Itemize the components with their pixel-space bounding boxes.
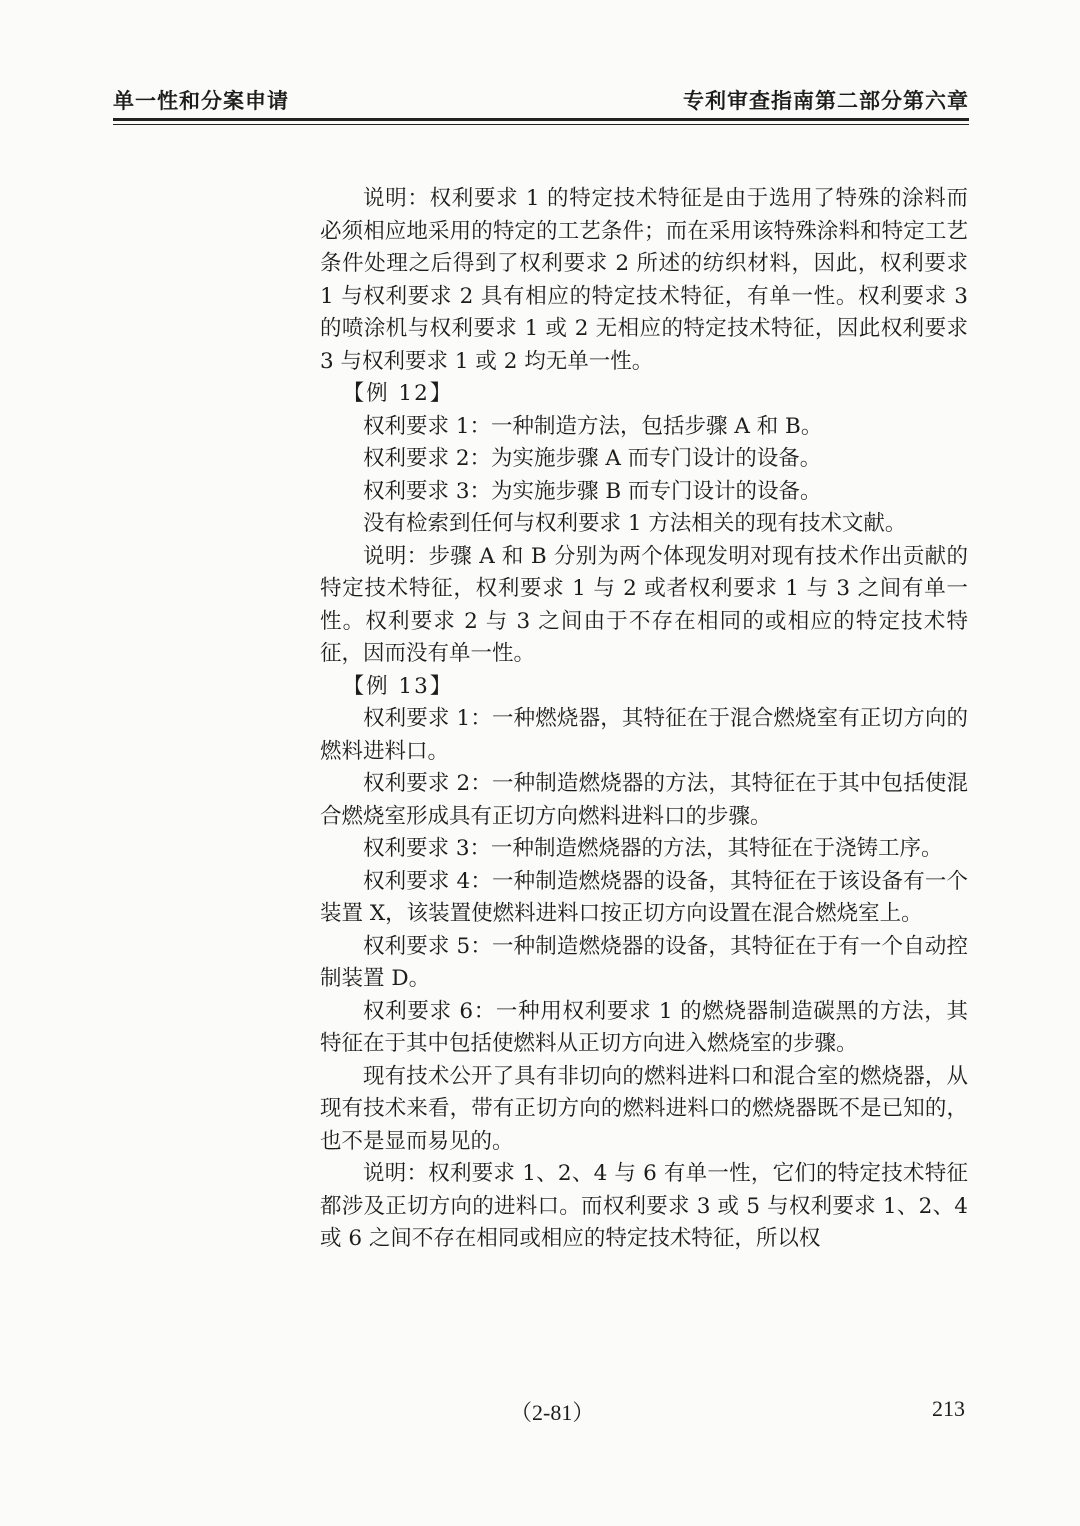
example-12-heading: 【例 12】 — [342, 381, 454, 406]
page-body — [320, 183, 968, 1256]
example-12-claim-1: 权利要求 1：一种制造方法，包括步骤 A 和 B。 — [363, 413, 823, 439]
example-13-claim-1: 权利要求 1：一种燃烧器，其特征在于混合燃烧室有正切方向的燃料进料口。 — [320, 706, 968, 764]
example-13-heading: 【例 13】 — [342, 673, 454, 699]
example-13-prior-art: 现有技术公开了具有非切向的燃料进料口和混合室的燃烧器，从现有技术来看，带有正切方向的燃料进料口的燃烧器既不是已知的，也不是显而易见的。 — [320, 1063, 968, 1154]
example-13-explanation: 说明：权利要求 1、2、4 与 6 有单一性，它们的特定技术特征都涉及正切方向的进料口。而权利要求 3 或 5 与权利要求 1、2、4 或 6 之间不存在相同或相应的特定技术特征，所以权 — [320, 1161, 968, 1251]
example-13-claim-5: 权利要求 5：一种制造燃烧器的设备，其特征在于有一个自动控制装置 D。 — [320, 933, 968, 991]
page-number: 213 — [932, 1396, 965, 1421]
example-12-explanation: 说明：步骤 A 和 B 分别为两个体现发明对现有技术作出贡献的特定技术特征，权利要求 1 与 2 或者权利要求 1 与 3 之间有单一性。权利要求 2 与 3 之间由于不存在相同的或相应的特定技术特征，因而没有单一性。 — [320, 543, 968, 666]
header-rule-thick — [113, 118, 969, 121]
running-header-section: 单一性和分案申请 — [113, 89, 289, 113]
example-12-prior-art: 没有检索到任何与权利要求 1 方法相关的现有技术文献。 — [363, 511, 907, 536]
paragraph-explanation-example11: 说明：权利要求 1 的特定技术特征是由于选用了特殊的涂料而必须相应地采用的特定的工艺条件；而在采用该特殊涂料和特定工艺条件处理之后得到了权利要求 2 所述的纺织材料，因此，权利要求 1 与权利要求 2 具有相应的特定技术特征，有单一性。权利要求 3 的喷涂机与权利要求 1 或 2 无相应的特定技术特征，因此权利要求 3 与权利要求 1 或 2 均无单一性。 — [320, 186, 968, 374]
example-13-claim-2: 权利要求 2：一种制造燃烧器的方法，其特征在于其中包括使混合燃烧室形成具有正切方向燃料进料口的步骤。 — [320, 771, 968, 829]
header-rule-thin — [113, 124, 969, 125]
running-header-chapter: 专利审查指南第二部分第六章 — [683, 89, 969, 113]
example-12-claim-2: 权利要求 2：为实施步骤 A 而专门设计的设备。 — [363, 446, 822, 471]
example-13-claim-4: 权利要求 4：一种制造燃烧器的设备，其特征在于该设备有一个装置 X，该装置使燃料进料口按正切方向设置在混合燃烧室上。 — [320, 868, 968, 926]
example-12-claim-3: 权利要求 3：为实施步骤 B 而专门设计的设备。 — [363, 478, 822, 504]
example-13-claim-6: 权利要求 6：一种用权利要求 1 的燃烧器制造碳黑的方法，其特征在于其中包括使燃料从正切方向进入燃烧室的步骤。 — [320, 998, 968, 1056]
example-13-claim-3: 权利要求 3：一种制造燃烧器的方法，其特征在于浇铸工序。 — [363, 836, 943, 861]
section-page-label: （2-81） — [510, 1400, 595, 1425]
